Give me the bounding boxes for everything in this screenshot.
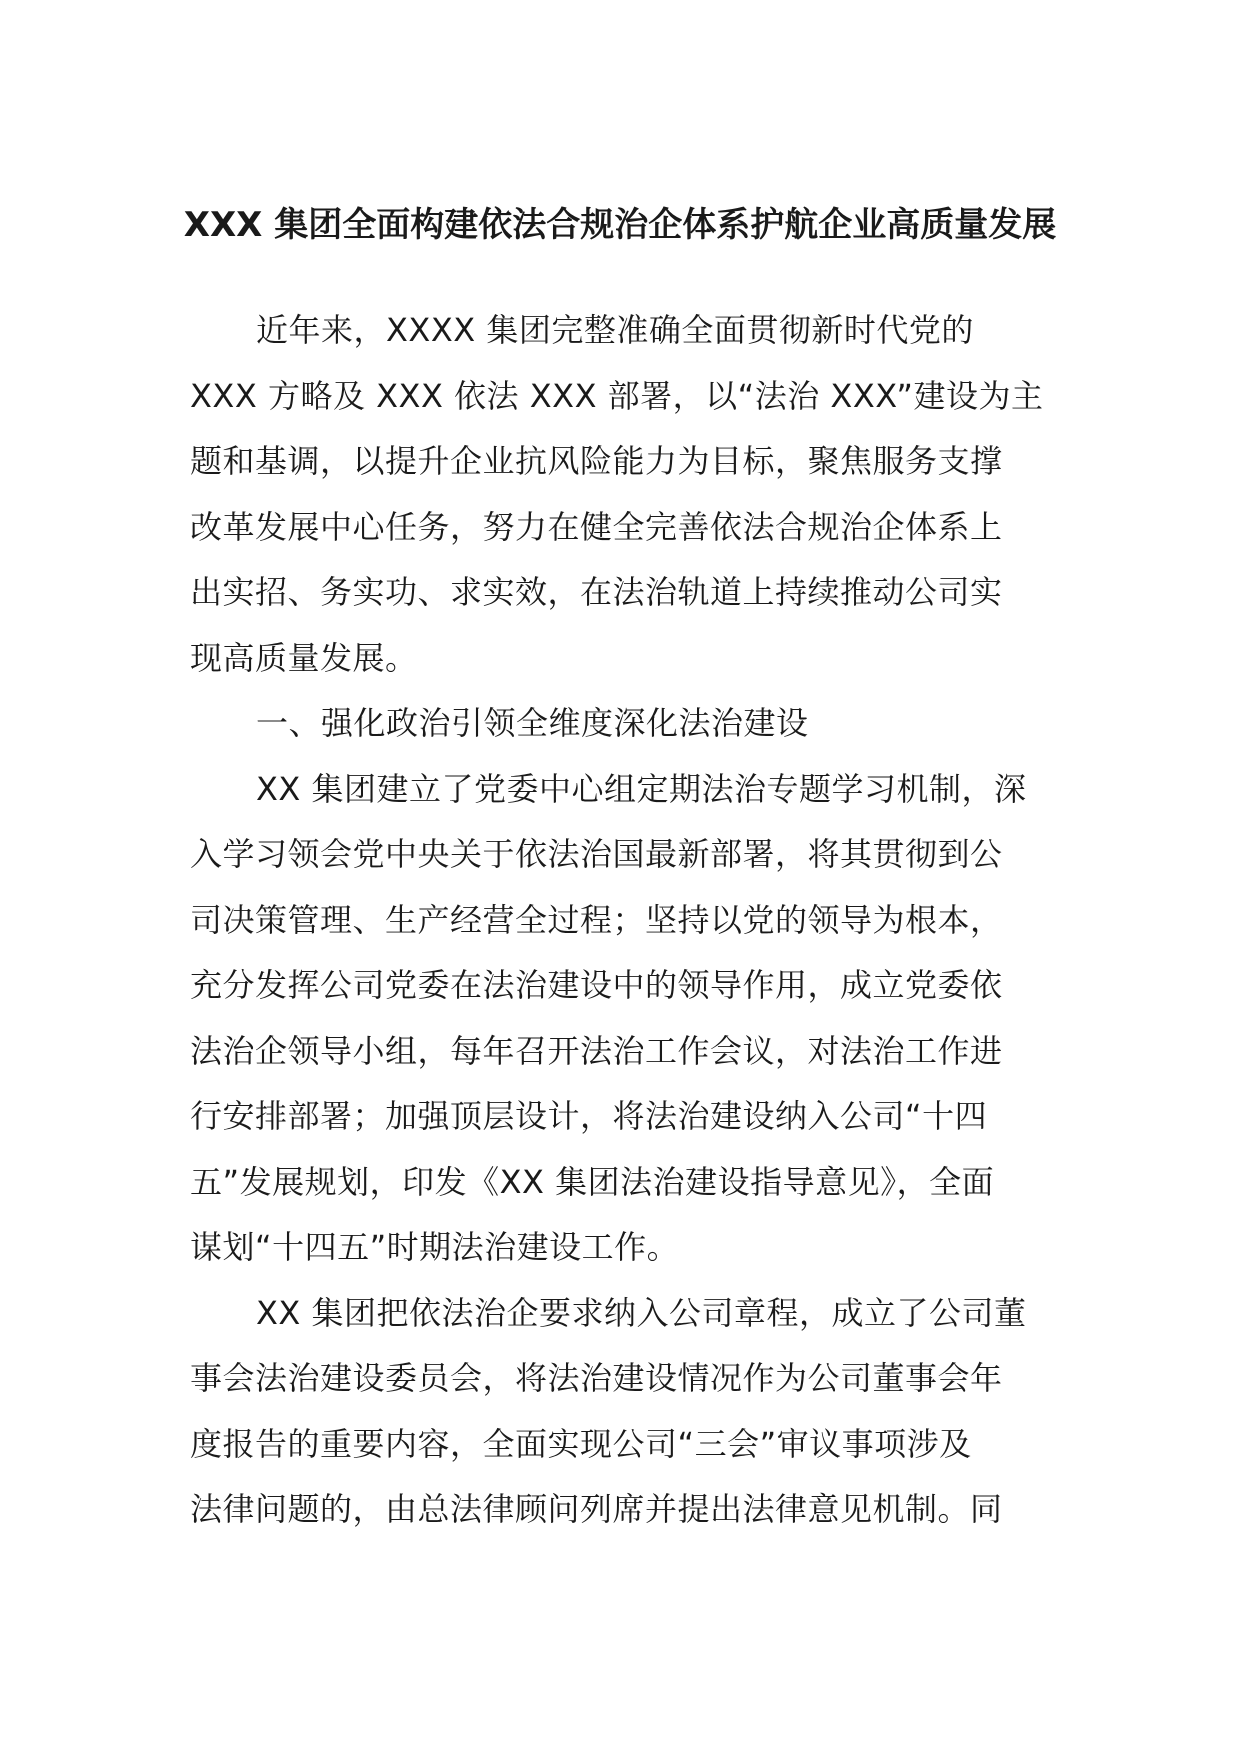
paragraph-line: 司决策管理、生产经营全过程；坚持以党的领导为根本，: [190, 900, 1003, 939]
paragraph-line: 事会法治建设委员会，将法治建设情况作为公司董事会年: [190, 1359, 1003, 1397]
paragraph-line: 入学习领会党中央关于依法治国最新部署，将其贯彻到公: [190, 835, 1003, 873]
paragraph-line: 行安排部署；加强顶层设计，将法治建设纳入公司“十四: [190, 1097, 988, 1135]
document-body: [190, 298, 1070, 1543]
paragraph-line: 度报告的重要内容，全面实现公司“三会”审议事项涉及: [190, 1424, 972, 1463]
paragraph-line: XXX 方略及 XXX 依法 XXX 部署，以“法治 XXX”建设为主: [190, 376, 1044, 415]
document-title: XXX 集团全面构建依法合规治企体系护航企业高质量发展: [183, 205, 1057, 245]
paragraph-line: XX 集团把依法治企要求纳入公司章程，成立了公司董: [256, 1293, 1027, 1332]
paragraph-line: 现高质量发展。: [190, 638, 418, 677]
paragraph-line: 法律问题的，由总法律顾问列席并提出法律意见机制。同: [190, 1490, 1003, 1528]
paragraph-line: 改革发展中心任务，努力在健全完善依法合规治企体系上: [190, 507, 1003, 546]
paragraph-line: 充分发挥公司党委在法治建设中的领导作用，成立党委依: [190, 966, 1003, 1004]
paragraph-line: 法治企领导小组，每年召开法治工作会议，对法治工作进: [190, 1031, 1003, 1070]
paragraph-line: 题和基调，以提升企业抗风险能力为目标，聚焦服务支撑: [190, 442, 1003, 480]
paragraph-line: XX 集团建立了党委中心组定期法治专题学习机制，深: [256, 769, 1027, 808]
paragraph-line: 谋划“十四五”时期法治建设工作。: [190, 1228, 680, 1266]
paragraph-line: 五”发展规划，印发《XX 集团法治建设指导意见》，全面: [190, 1162, 995, 1201]
paragraph-line: 出实招、务实功、求实效，在法治轨道上持续推动公司实: [190, 573, 1003, 611]
section-heading: 一、强化政治引领全维度深化法治建设: [256, 704, 809, 742]
paragraph-line: 近年来，XXXX 集团完整准确全面贯彻新时代党的: [256, 311, 974, 349]
